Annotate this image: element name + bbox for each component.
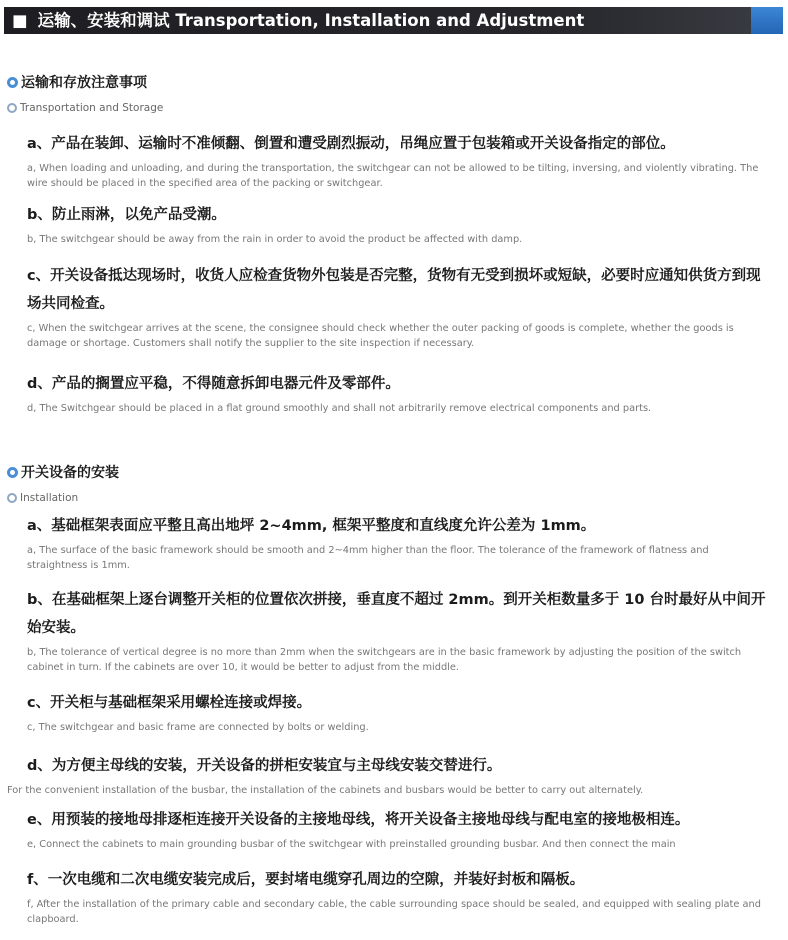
install-item-c bbox=[27, 689, 772, 735]
transport-item-a bbox=[27, 130, 772, 191]
item-cn: d、为方便主母线的安装，开关设备的拼柜安装宜与主母线安装交替进行。 bbox=[27, 758, 502, 774]
install-title: 开关设备的安装 bbox=[21, 465, 119, 481]
item-cn: d、产品的搁置应平稳，不得随意拆卸电器元件及零部件。 bbox=[27, 376, 400, 392]
item-en: c, When the switchgear arrives at the scene, the consignee should check whether the outer packing of goods is complete, whether the goods is damage or shortage. Customers shall notify the supplier to the site inspection if necessary. bbox=[27, 323, 734, 349]
item-en: For the convenient installation of the busbar, the installation of the cabinets and busbars would be better to carry out alternately. bbox=[7, 785, 644, 796]
item-cn: c、开关柜与基础框架采用螺栓连接或焊接。 bbox=[27, 695, 312, 711]
subsection-ring-icon bbox=[7, 493, 17, 503]
install-item-a bbox=[27, 512, 772, 573]
item-en: c, The switchgear and basic frame are connected by bolts or welding. bbox=[27, 722, 369, 733]
section-ring-icon bbox=[7, 77, 18, 88]
item-en: b, The tolerance of vertical degree is no more than 2mm when the switchgears are in the basic framework by adjusting the position of the switch cabinet in turn. If the cabinets are over 10, it would be better to adjust from the middle. bbox=[27, 647, 742, 673]
install-item-f bbox=[27, 866, 772, 927]
header-accent-block bbox=[751, 7, 783, 34]
page-header bbox=[4, 7, 782, 34]
item-en: b, The switchgear should be away from the rain in order to avoid the product be affected with damp. bbox=[27, 234, 523, 245]
transport-item-d bbox=[27, 370, 772, 416]
install-section-heading bbox=[7, 462, 119, 504]
install-item-d bbox=[7, 752, 772, 798]
item-en: a, The surface of the basic framework should be smooth and 2~4mm higher than the floor. The tolerance of the framework of flatness and straightness is 1mm. bbox=[27, 545, 709, 571]
item-cn: a、产品在装卸、运输时不准倾翻、倒置和遭受剧烈振动，吊绳应置于包装箱或开关设备指定的部位。 bbox=[27, 136, 675, 152]
install-item-b bbox=[27, 586, 772, 675]
item-cn: f、一次电缆和二次电缆安装完成后，要封堵电缆穿孔周边的空隙，并装好封板和隔板。 bbox=[27, 872, 585, 888]
header-title-cn: 运输、安装和调试 bbox=[37, 11, 170, 30]
item-en: e, Connect the cabinets to main grounding busbar of the switchgear with preinstalled grounding busbar. And then connect the main bbox=[27, 839, 676, 850]
transport-item-b bbox=[27, 201, 772, 247]
transport-title: 运输和存放注意事项 bbox=[21, 75, 147, 91]
item-cn: c、开关设备抵达现场时，收货人应检查货物外包装是否完整，货物有无受到损坏或短缺，必要时应通知供货方到现场共同检查。 bbox=[27, 268, 761, 312]
section-ring-icon bbox=[7, 467, 18, 478]
header-bullet: ■ bbox=[12, 11, 28, 30]
transport-subtitle: Transportation and Storage bbox=[20, 102, 164, 114]
item-cn: b、在基础框架上逐台调整开关柜的位置依次拼接，垂直度不超过 2mm。到开关柜数量多于 10 台时最好从中间开始安装。 bbox=[27, 592, 766, 636]
item-cn: e、用预装的接地母排逐柜连接开关设备的主接地母线，将开关设备主接地母线与配电室的接地极相连。 bbox=[27, 812, 690, 828]
item-en: f, After the installation of the primary cable and secondary cable, the cable surrounding space should be sealed, and equipped with sealing plate and clapboard. bbox=[27, 899, 761, 925]
install-subtitle: Installation bbox=[20, 492, 79, 504]
transport-section-heading bbox=[7, 72, 163, 114]
subsection-ring-icon bbox=[7, 103, 17, 113]
install-item-e bbox=[27, 806, 772, 852]
header-title-en: Transportation, Installation and Adjustment bbox=[175, 11, 585, 30]
item-en: a, When loading and unloading, and during the transportation, the switchgear can not be allowed to be tilting, inversing, and violently vibrating. The wire should be placed in the specified area of the packing or switchgear. bbox=[27, 163, 759, 189]
item-cn: b、防止雨淋，以免产品受潮。 bbox=[27, 207, 226, 223]
item-cn: a、基础框架表面应平整且高出地坪 2~4mm, 框架平整度和直线度允许公差为 1mm。 bbox=[27, 518, 596, 534]
transport-item-c bbox=[27, 262, 772, 351]
item-en: d, The Switchgear should be placed in a flat ground smoothly and shall not arbitrarily remove electrical components and parts. bbox=[27, 403, 652, 414]
